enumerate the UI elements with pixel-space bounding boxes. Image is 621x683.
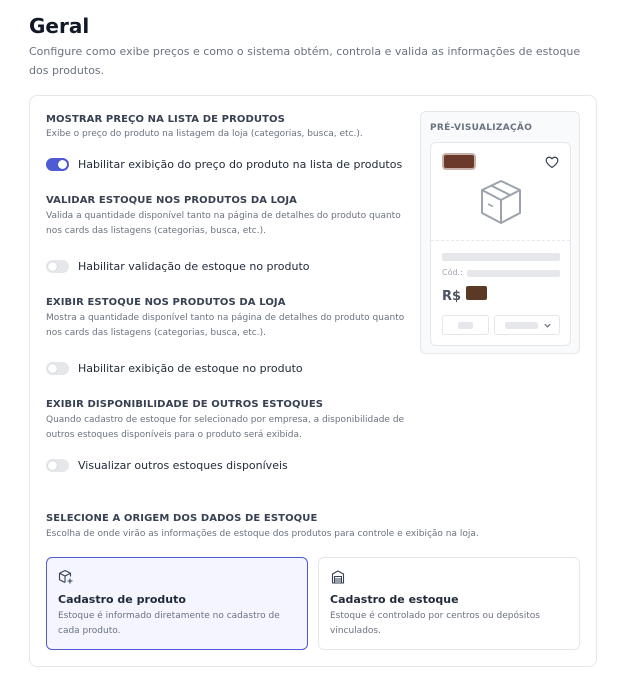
show-price-toggle-label: Habilitar exibição do preço do produto na lista de produtos [78, 158, 403, 171]
box-icon [478, 177, 524, 227]
section-title-validate-stock: VALIDAR ESTOQUE NOS PRODUTOS DA LOJA [46, 195, 298, 206]
section-desc-stock-origin: Escolha de onde virão as informações de estoque dos produtos para controle e exibição na loja. [46, 529, 479, 539]
warehouse-icon [330, 569, 346, 585]
chevron-down-icon [543, 321, 552, 330]
show-price-toggle[interactable] [46, 158, 69, 171]
heart-icon [544, 154, 560, 170]
page-description: Configure como exibe preços e como o sistema obtém, controla e valida as informações de estoque dos produtos. [29, 45, 581, 77]
option-stock-registration[interactable] [318, 557, 580, 650]
section-desc-validate-stock: Valida a quantidade disponível tanto na página de detalhes do produto quanto nos cards das listagens (categorias, busca, etc.). [46, 211, 401, 236]
preview-code-label: Cód.: [442, 268, 463, 277]
preview-name-placeholder [442, 253, 560, 261]
option-description: Estoque é controlado por centros ou depósitos vinculados. [330, 611, 540, 636]
preview-currency: R$ [442, 289, 462, 304]
toggle-row-other-stocks[interactable] [46, 459, 288, 472]
toggle-knob [48, 262, 57, 271]
other-stocks-toggle[interactable] [46, 459, 69, 472]
preview-title: PRÉ-VISUALIZAÇÃO [430, 123, 533, 133]
section-title-show-stock: EXIBIR ESTOQUE NOS PRODUTOS DA LOJA [46, 297, 286, 308]
show-stock-toggle[interactable] [46, 362, 69, 375]
toggle-row-show-price[interactable] [46, 158, 402, 171]
validate-stock-toggle[interactable] [46, 260, 69, 273]
product-preview-panel [420, 111, 580, 354]
option-title: Cadastro de produto [58, 593, 186, 606]
preview-select-placeholder [505, 322, 538, 329]
show-stock-toggle-label: Habilitar exibição de estoque no produto [78, 362, 303, 375]
toggle-row-show-stock[interactable] [46, 362, 303, 375]
box-plus-icon [58, 569, 74, 585]
preview-badge [444, 155, 474, 168]
section-title-other-stocks: EXIBIR DISPONIBILIDADE DE OUTROS ESTOQUES [46, 399, 324, 410]
other-stocks-toggle-label: Visualizar outros estoques disponíveis [78, 459, 288, 472]
toggle-knob [48, 364, 57, 373]
section-desc-other-stocks: Quando cadastro de estoque for selecionado por empresa, a disponibilidade de outros estoques disponíveis para o produto será exibida. [46, 415, 405, 440]
option-title: Cadastro de estoque [330, 593, 459, 606]
preview-select-field [494, 315, 560, 335]
option-description: Estoque é informado diretamente no cadastro de cada produto. [58, 611, 280, 636]
preview-product-card [430, 142, 571, 346]
preview-price-block [466, 286, 487, 300]
preview-divider [431, 240, 570, 241]
preview-quantity-placeholder [458, 322, 473, 329]
page-title: Geral [29, 14, 90, 38]
section-desc-show-price: Exibe o preço do produto na listagem da loja (categorias, busca, etc.). [46, 129, 363, 139]
section-title-stock-origin: SELECIONE A ORIGEM DOS DADOS DE ESTOQUE [46, 513, 318, 524]
option-product-registration[interactable] [46, 557, 308, 650]
section-desc-show-stock: Mostra a quantidade disponível tanto na página de detalhes do produto quanto nos cards das listagens (categorias, busca, etc.). [46, 313, 405, 338]
validate-stock-toggle-label: Habilitar validação de estoque no produto [78, 260, 310, 273]
preview-code-placeholder [467, 270, 560, 277]
toggle-row-validate-stock[interactable] [46, 260, 310, 273]
section-title-show-price: MOSTRAR PREÇO NA LISTA DE PRODUTOS [46, 114, 285, 125]
preview-quantity-field [442, 315, 489, 335]
toggle-knob [48, 461, 57, 470]
toggle-knob [58, 160, 67, 169]
